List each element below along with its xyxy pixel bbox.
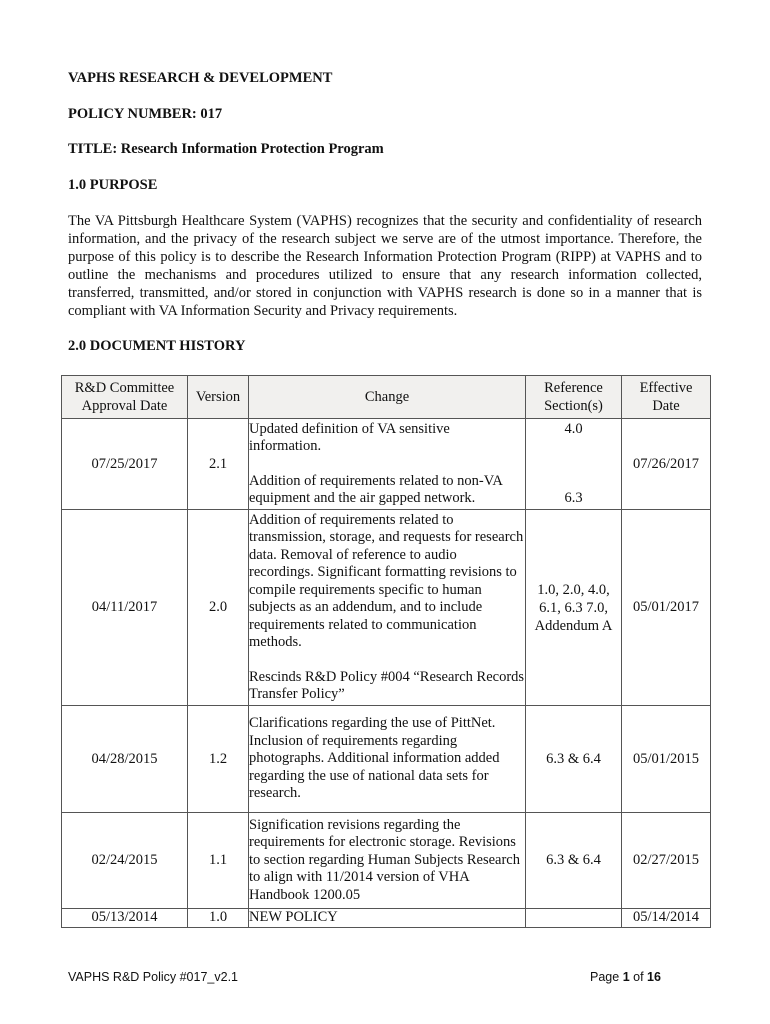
col-header-version: Version (188, 376, 249, 419)
section-history-heading: 2.0 DOCUMENT HISTORY (68, 338, 246, 354)
cell-version: 2.0 (188, 510, 249, 706)
cell-change: NEW POLICY (249, 909, 526, 928)
cell-change: Updated definition of VA sensitive information. Addition of requirements related to non-VA equipment and the air gapped network. (249, 419, 526, 510)
cell-effective-date: 05/01/2017 (622, 510, 711, 706)
cell-version: 1.2 (188, 706, 249, 813)
footer-policy-id: VAPHS R&D Policy #017_v2.1 (68, 970, 238, 984)
cell-effective-date: 05/01/2015 (622, 706, 711, 813)
purpose-paragraph: The VA Pittsburgh Healthcare System (VAPHS) recognizes that the security and confidentiality of research information, and the privacy of the research subject we serve are of the utmost importance. Therefore, the purpose of this policy is to describe the Research Information Protection Program (RIPP) at VAPHS and to outline the mechanisms and procedures utilized to ensure that any research information collected, transferred, transmitted, and/or stored in conjunction with VAPHS research is done so in a manner that is compliant with VA Information Security and Privacy requirements. (68, 213, 702, 319)
cell-reference: 1.0, 2.0, 4.0, 6.1, 6.3 7.0, Addendum A (526, 510, 622, 706)
col-header-effective-date: Effective Date (622, 376, 711, 419)
table-row (62, 706, 711, 813)
col-header-change: Change (249, 376, 526, 419)
table-row (62, 510, 711, 706)
cell-change: Addition of requirements related to transmission, storage, and requests for research data. Removal of reference to audio recordings. Significant formatting revisions to compile requirements specific to human subjects as an addendum, and to include requirements related to communication methods. Rescinds R&D Policy #004 “Research Records Transfer Policy” (249, 510, 526, 706)
cell-reference: 6.3 & 6.4 (526, 706, 622, 813)
cell-approval-date: 07/25/2017 (62, 419, 188, 510)
section-purpose-heading: 1.0 PURPOSE (68, 177, 158, 193)
cell-approval-date: 04/11/2017 (62, 510, 188, 706)
cell-change: Clarifications regarding the use of PittNet. Inclusion of requirements regarding photographs. Additional information added regarding the use of national data sets for research. (249, 706, 526, 813)
document-history-table (61, 375, 711, 928)
col-header-reference: Reference Section(s) (526, 376, 622, 419)
org-heading: VAPHS RESEARCH & DEVELOPMENT (68, 70, 333, 86)
col-header-approval-date: R&D Committee Approval Date (62, 376, 188, 419)
cell-effective-date: 05/14/2014 (622, 909, 711, 928)
cell-reference: 4.0 6.3 (526, 419, 622, 510)
policy-title: TITLE: Research Information Protection Program (68, 141, 384, 157)
cell-effective-date: 02/27/2015 (622, 813, 711, 909)
cell-reference (526, 909, 622, 928)
table-row (62, 909, 711, 928)
cell-version: 1.1 (188, 813, 249, 909)
table-row (62, 419, 711, 510)
footer-page-number: Page 1 of 16 (590, 970, 661, 984)
cell-approval-date: 02/24/2015 (62, 813, 188, 909)
table-header-row (62, 376, 711, 419)
policy-number: POLICY NUMBER: 017 (68, 106, 223, 122)
cell-reference: 6.3 & 6.4 (526, 813, 622, 909)
cell-version: 1.0 (188, 909, 249, 928)
cell-approval-date: 05/13/2014 (62, 909, 188, 928)
cell-approval-date: 04/28/2015 (62, 706, 188, 813)
cell-change: Signification revisions regarding the requirements for electronic storage. Revisions to section regarding Human Subjects Research to align with 11/2014 version of VHA Handbook 1200.05 (249, 813, 526, 909)
cell-effective-date: 07/26/2017 (622, 419, 711, 510)
cell-version: 2.1 (188, 419, 249, 510)
table-row (62, 813, 711, 909)
